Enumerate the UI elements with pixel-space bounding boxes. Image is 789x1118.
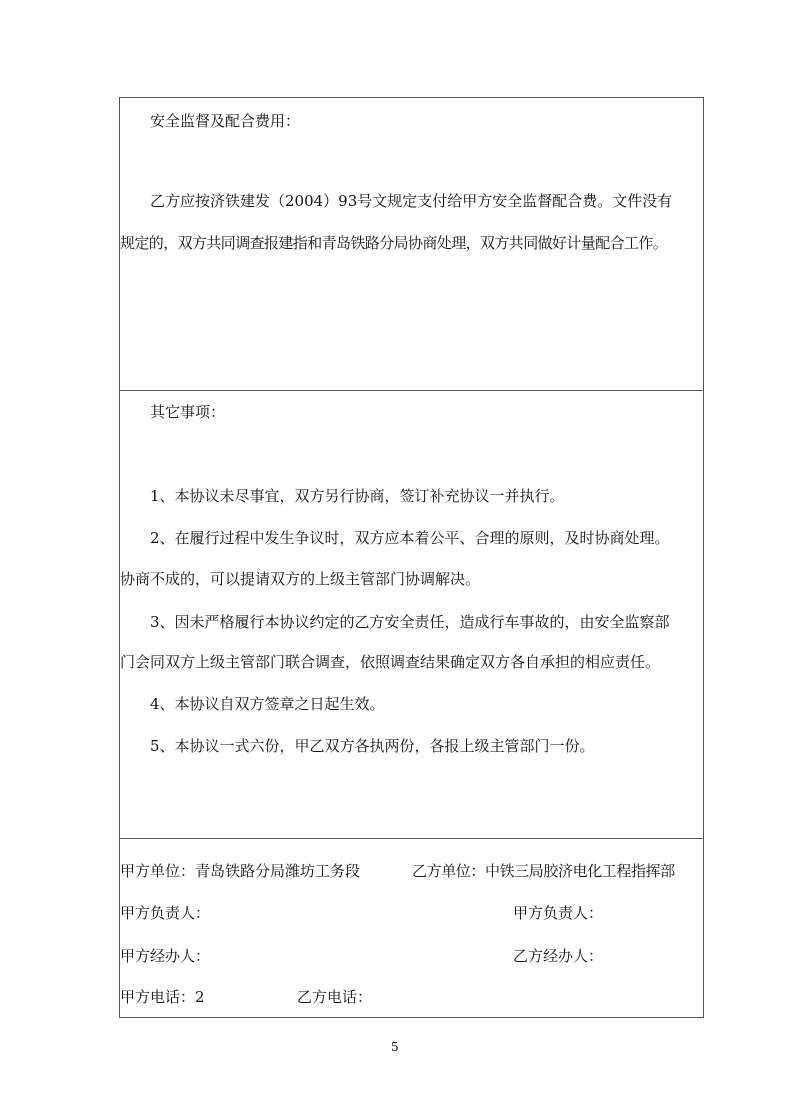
list-item: 4、本协议自双方签章之日起生效。	[150, 695, 385, 713]
party-a-agent: 甲方经办人：	[120, 947, 211, 965]
list-item: 门会同双方上级主管部门联合调查，依照调查结果确定双方各自承担的相应责任。	[120, 653, 661, 671]
section-title: 其它事项：	[150, 403, 226, 421]
paragraph-line: 规定的，双方共同调查报建指和青岛铁路分局协商处理，双方共同做好计量配合工作。	[120, 234, 668, 252]
party-a-unit: 甲方单位：青岛铁路分局潍坊工务段	[120, 862, 361, 880]
party-b-unit: 乙方单位：中铁三局胶济电化工程指挥部	[412, 862, 675, 880]
party-b-phone: 乙方电话：	[297, 988, 373, 1006]
party-b-head: 甲方负责人：	[513, 904, 604, 922]
list-item: 协商不成的，可以提请双方的上级主管部门协调解决。	[120, 570, 481, 588]
party-a-head: 甲方负责人：	[120, 904, 211, 922]
party-b-agent: 乙方经办人：	[513, 947, 604, 965]
list-item: 5、本协议一式六份，甲乙双方各执两份，各报上级主管部门一份。	[150, 737, 595, 755]
party-a-phone: 甲方电话：2	[120, 988, 205, 1006]
list-item: 3、因未严格履行本协议约定的乙方安全责任，造成行车事故的，由安全监察部	[150, 613, 670, 631]
list-item: 2、在履行过程中发生争议时，双方应本着公平、合理的原则，及时协商处理。	[150, 529, 670, 547]
paragraph-line: 乙方应按济铁建发（2004）93号文规定支付给甲方安全监督配合费。文件没有	[150, 192, 673, 210]
section-title: 安全监督及配合费用：	[150, 112, 301, 130]
page-number: 5	[391, 1040, 399, 1054]
list-item: 1、本协议未尽事宜，双方另行协商，签订补充协议一并执行。	[150, 487, 565, 505]
